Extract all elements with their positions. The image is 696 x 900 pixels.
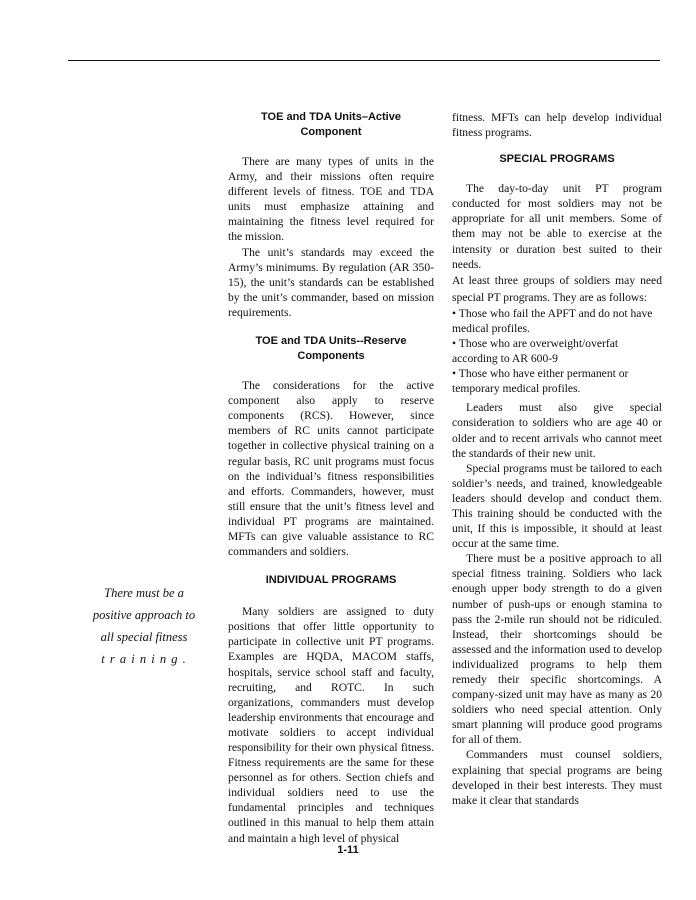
- pull-quote-line: There must be a: [104, 586, 184, 600]
- paragraph: There are many types of units in the Army, and their missions often require different levels of fitness. TOE and TDA units must emphasize attaining and maintaining the fitness level required for the mission.: [228, 155, 434, 244]
- paragraph: The unit’s standards may exceed the Army’s minimums. By regulation (AR 350- 15), the unit’s standards can be established by the unit’s commander, based on mission requirements.: [228, 245, 434, 319]
- heading-special-programs: SPECIAL PROGRAMS: [499, 153, 615, 166]
- header-rule: [68, 60, 660, 61]
- bullet-item: • Those who are overweight/overfat according to AR 600-9: [452, 336, 619, 366]
- paragraph: There must be a positive approach to all special fitness training. Soldiers who lack enough upper body strength to do a given number of push-ups or enough stamina to pass the 2-mile run should not be ridiculed. Instead, their shortcomings should be assessed and the information used to develop individualized programs to help them remedy their specific shortcomings. A company-sized unit may have as many as 20 soldiers who need special attention. Only smart planning will produce good programs for all of them.: [452, 552, 662, 747]
- paragraph: At least three groups of soldiers may need special PT programs. They are as follows:: [452, 273, 662, 304]
- paragraph: Leaders must also give special consideration to soldiers who are age 40 or older and to recent arrivals who cannot meet the standards of their new unit.: [452, 401, 662, 460]
- page-number: 1-11: [337, 844, 359, 856]
- pull-quote-line: all special fitness: [100, 630, 188, 644]
- heading-toe-active: TOE and TDA Units–Active Component: [261, 111, 401, 138]
- paragraph: The considerations for the active component also apply to reserve components (RCS). However, since members of RC units cannot participate together in collective physical training on a regular basis, RC unit programs must focus on the individual’s fitness responsibilities and efforts. Commanders, however, must still ensure that the unit’s fitness level and individual PT programs are maintained. MFTs can give valuable assistance to RC commanders and soldiers.: [228, 379, 434, 559]
- paragraph: Commanders must counsel soldiers, explaining that special programs are being developed in their best interests. They must make it clear that standards: [452, 748, 662, 807]
- margin-pull-quote: [68, 582, 220, 670]
- pull-quote-line: t r a i n i n g .: [101, 652, 187, 666]
- bullet-item: • Those who have either permanent or temporary medical profiles.: [452, 367, 629, 396]
- bullet-item: • Those who fail the APFT and do not have medical profiles.: [452, 306, 653, 335]
- paragraph: Many soldiers are assigned to duty positions that offer little opportunity to participate in collective unit PT programs. Examples are HQDA, MACOM staffs, hospitals, service school staff and faculty, recruiting, and ROTC. In such organizations, commanders must develop leadership environments that encourage and motivate soldiers to accept individual responsibility for their own physical fitness. Fitness requirements are the same for these personnel as for others. Section chiefs and individual soldiers need to use the fundamental principles and techniques outlined in this manual to help them attain and maintain a high level of physical: [228, 605, 434, 845]
- pull-quote-line: positive approach to: [92, 608, 196, 622]
- middle-column: [228, 110, 434, 846]
- paragraph: Special programs must be tailored to each soldier’s needs, and trained, knowledgeable leaders should develop and conduct them. This training should be conducted with the unit, If this is impossible, it should at least occur at the same time.: [452, 461, 662, 551]
- heading-individual-programs: INDIVIDUAL PROGRAMS: [265, 574, 397, 587]
- heading-toe-reserve: TOE and TDA Units--Reserve Components: [255, 335, 407, 363]
- paragraph: fitness. MFTs can help develop individual fitness programs.: [452, 111, 662, 140]
- paragraph: The day-to-day unit PT program conducted for most soldiers may not be appropriate for all unit members. Some of them may not be able to exercise at the intensity or duration best suited to their needs.: [452, 182, 662, 271]
- right-column: [452, 110, 662, 808]
